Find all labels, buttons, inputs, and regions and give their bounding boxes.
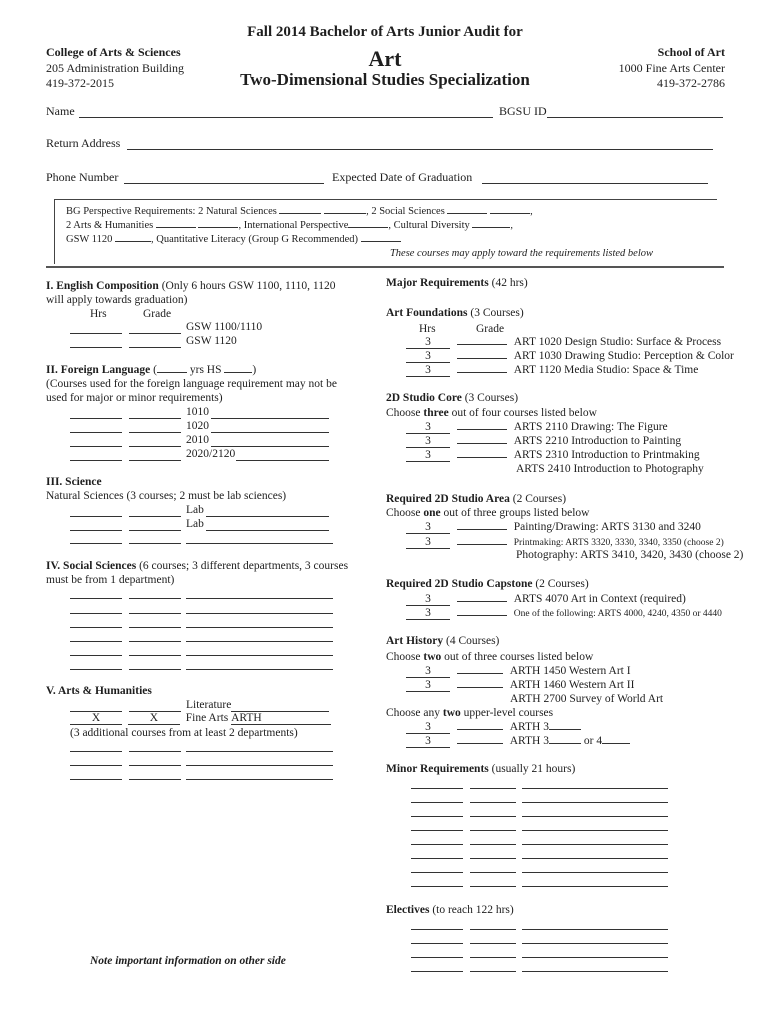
- core-hrs-3[interactable]: 3: [406, 449, 450, 462]
- foundations-row-3: [406, 364, 698, 377]
- elective-grade-3[interactable]: [470, 957, 516, 958]
- history-upper-hrs-1[interactable]: 3: [406, 721, 450, 734]
- elective-hrs-2[interactable]: [411, 943, 463, 944]
- graduation-field[interactable]: [482, 183, 708, 184]
- history-heading-line: [386, 635, 499, 647]
- social-grade-4[interactable]: [129, 641, 181, 642]
- capstone-course-2: One of the following: ARTS 4000, 4240, 4350 or 4440: [513, 609, 722, 619]
- hs-paren-open: (: [153, 364, 157, 376]
- language-hrs-1[interactable]: [70, 418, 122, 419]
- arts-hum-blank-1[interactable]: [156, 226, 196, 228]
- minor-course-7[interactable]: [522, 872, 668, 873]
- social-hrs-2[interactable]: [70, 613, 122, 614]
- english-hrs-header: Hrs: [90, 308, 107, 320]
- minor-grade-5[interactable]: [470, 844, 516, 845]
- social-hrs-5[interactable]: [70, 655, 122, 656]
- language-grade-4[interactable]: [129, 460, 181, 461]
- area-grade-2[interactable]: [457, 543, 507, 545]
- history-choose-b: two: [423, 651, 442, 663]
- minor-hrs-2[interactable]: [411, 802, 463, 803]
- foundations-heading: Art Foundations: [386, 307, 468, 319]
- major-heading: Major Requirements: [386, 277, 489, 289]
- minor-hrs-8[interactable]: [411, 886, 463, 887]
- fine-arts-field[interactable]: ARTH: [231, 712, 331, 725]
- area-choose-a: Choose: [386, 507, 424, 519]
- english-grade-2[interactable]: [129, 347, 181, 348]
- english-course-2: GSW 1120: [186, 335, 237, 347]
- language-name-4[interactable]: [236, 460, 329, 461]
- language-course-4: 2020/2120: [186, 448, 236, 460]
- core-heading: 2D Studio Core: [386, 392, 462, 404]
- bgsu-id-field[interactable]: [547, 117, 723, 118]
- foundations-course-3: ART 1120 Media Studio: Space & Time: [513, 364, 699, 376]
- major-title: Art: [368, 46, 402, 71]
- english-note-1: (Only 6 hours GSW 1100, 1110, 1120: [161, 280, 336, 292]
- foundations-hrs-header: Hrs: [419, 323, 436, 335]
- english-hrs-2[interactable]: [70, 347, 122, 348]
- minor-hrs-7[interactable]: [411, 872, 463, 873]
- college-address: 205 Administration Building: [46, 61, 185, 75]
- capstone-row-1: [406, 593, 686, 606]
- history-upper-hrs-2[interactable]: 3: [406, 735, 450, 748]
- arts-heading: V. Arts & Humanities: [46, 685, 152, 697]
- college-phone: 419-372-2015: [46, 76, 114, 90]
- minor-course-3[interactable]: [522, 816, 668, 817]
- history-upper-course-1: ARTH 3: [509, 721, 549, 733]
- electives-heading: Electives: [386, 904, 430, 916]
- socsci-blank-1[interactable]: [447, 212, 487, 214]
- arts-course-4[interactable]: [186, 765, 333, 766]
- language-name-3[interactable]: [211, 446, 329, 447]
- core-hrs-2[interactable]: 3: [406, 435, 450, 448]
- arts-hum-label: 2 Arts & Humanities: [66, 220, 154, 231]
- foundations-count: (3 Courses): [470, 307, 524, 319]
- minor-grade-4[interactable]: [470, 830, 516, 831]
- foundations-heading-line: [386, 307, 524, 319]
- capstone-grade-2[interactable]: [457, 614, 507, 616]
- language-hrs-2[interactable]: [70, 432, 122, 433]
- natsci-blank-1[interactable]: [279, 212, 321, 214]
- foundations-grade-header: Grade: [476, 323, 505, 335]
- arts-hrs-4[interactable]: [70, 765, 122, 766]
- language-heading-line: [46, 364, 256, 376]
- minor-grade-3[interactable]: [470, 816, 516, 817]
- minor-note: (usually 21 hours): [491, 763, 576, 775]
- social-course-6[interactable]: [186, 669, 333, 670]
- minor-course-5[interactable]: [522, 844, 668, 845]
- history-choose2-c: upper-level courses: [460, 707, 554, 719]
- social-hrs-4[interactable]: [70, 641, 122, 642]
- core-course-3: ARTS 2310 Introduction to Printmaking: [513, 449, 700, 461]
- history-upper-grade-1[interactable]: [457, 728, 503, 730]
- core-choose-c: out of four courses listed below: [448, 407, 597, 419]
- intl-label: , International Perspective: [238, 220, 349, 231]
- minor-course-6[interactable]: [522, 858, 668, 859]
- hs-field[interactable]: [224, 371, 252, 373]
- phone-field[interactable]: [124, 183, 324, 184]
- elective-grade-2[interactable]: [470, 943, 516, 944]
- english-heading: I. English Composition: [46, 280, 159, 292]
- language-note-1: (Courses used for the foreign language requirement may not be: [46, 378, 337, 390]
- history-extra: ARTH 2700 Survey of World Art: [510, 693, 664, 705]
- major-heading-line: [386, 277, 528, 289]
- diversity-blank[interactable]: [472, 226, 510, 228]
- elective-hrs-4[interactable]: [411, 971, 463, 972]
- arts-hrs-5[interactable]: [70, 779, 122, 780]
- social-hrs-3[interactable]: [70, 627, 122, 628]
- capstone-heading: Required 2D Studio Capstone: [386, 578, 533, 590]
- core-count: (3 Courses): [464, 392, 519, 404]
- arts-hrs-3[interactable]: [70, 751, 122, 752]
- section-divider: [46, 266, 724, 268]
- language-grade-1[interactable]: [129, 418, 181, 419]
- social-course-2[interactable]: [186, 613, 333, 614]
- fine-arts-label: Fine Arts: [185, 712, 229, 724]
- core-row-2: [406, 435, 681, 448]
- social-grade-6[interactable]: [129, 669, 181, 670]
- graduation-label: Expected Date of Graduation: [332, 170, 473, 184]
- arts-grade-5[interactable]: [129, 779, 181, 780]
- foundations-course-2: ART 1030 Drawing Studio: Perception & Color: [513, 350, 734, 362]
- social-grade-5[interactable]: [129, 655, 181, 656]
- gsw-blank[interactable]: [115, 240, 151, 242]
- social-course-3[interactable]: [186, 627, 333, 628]
- english-note-2: will apply towards graduation): [46, 294, 188, 306]
- language-grade-2[interactable]: [129, 432, 181, 433]
- area-count: (2 Courses): [512, 493, 567, 505]
- elective-course-3[interactable]: [522, 957, 668, 958]
- minor-hrs-6[interactable]: [411, 858, 463, 859]
- social-course-4[interactable]: [186, 641, 333, 642]
- name-field[interactable]: [79, 117, 493, 118]
- history-instruction-2: [386, 707, 553, 719]
- arts-course-5[interactable]: [186, 779, 333, 780]
- core-course-2: ARTS 2210 Introduction to Painting: [513, 435, 682, 447]
- arts-literature-label: Literature: [186, 699, 232, 711]
- area-row-1: [406, 521, 701, 534]
- minor-hrs-5[interactable]: [411, 844, 463, 845]
- bg-line-2: 2 Arts & Humanities , International Perspective , Cultural Diversity ,: [66, 220, 514, 231]
- school-address: 1000 Fine Arts Center: [618, 61, 725, 75]
- language-course-1: 1010: [186, 406, 209, 418]
- area-choose-b: one: [423, 507, 441, 519]
- science-hrs-2[interactable]: [70, 530, 122, 531]
- language-hrs-3[interactable]: [70, 446, 122, 447]
- area-grade-1[interactable]: [457, 528, 507, 530]
- footer-note: Note important information on other side: [90, 955, 286, 967]
- intl-blank[interactable]: [348, 226, 388, 228]
- science-lab-2: Lab: [186, 518, 204, 530]
- science-grade-3[interactable]: [129, 543, 181, 544]
- core-choose-b: three: [423, 407, 449, 419]
- capstone-hrs-2[interactable]: 3: [406, 607, 450, 620]
- school-name: School of Art: [657, 45, 725, 59]
- phone-label: Phone Number: [46, 170, 119, 184]
- gsw-label: GSW 1120: [66, 234, 113, 245]
- core-row-3: [406, 449, 700, 462]
- social-hrs-1[interactable]: [70, 598, 122, 599]
- core-grade-3[interactable]: [457, 456, 507, 458]
- social-heading: IV. Social Sciences: [46, 560, 137, 572]
- arts-course-3[interactable]: [186, 751, 333, 752]
- arts-grade-4[interactable]: [129, 765, 181, 766]
- capstone-count: (2 Courses): [535, 578, 589, 590]
- major-hours: (42 hrs): [491, 277, 528, 289]
- history-hrs-1[interactable]: 3: [406, 665, 450, 678]
- social-note-1: (6 courses; 3 different departments, 3 courses: [139, 560, 349, 572]
- science-course-2[interactable]: [206, 530, 329, 531]
- history-heading: Art History: [386, 635, 444, 647]
- core-choose-a: Choose: [386, 407, 424, 419]
- language-name-2[interactable]: [211, 432, 329, 433]
- social-grade-3[interactable]: [129, 627, 181, 628]
- minor-course-8[interactable]: [522, 886, 668, 887]
- minor-course-1[interactable]: [522, 788, 668, 789]
- minor-grade-7[interactable]: [470, 872, 516, 873]
- english-grade-1[interactable]: [129, 333, 181, 334]
- science-note: Natural Sciences (3 courses; 2 must be lab sciences): [46, 490, 287, 502]
- history-course-1: ARTH 1450 Western Art I: [509, 665, 631, 677]
- minor-hrs-3[interactable]: [411, 816, 463, 817]
- college-name: College of Arts & Sciences: [46, 45, 181, 59]
- area-heading: Required 2D Studio Area: [386, 493, 510, 505]
- elective-grade-4[interactable]: [470, 971, 516, 972]
- minor-course-2[interactable]: [522, 802, 668, 803]
- capstone-course-1: ARTS 4070 Art in Context (required): [513, 593, 686, 605]
- english-grade-header: Grade: [143, 308, 172, 320]
- foundations-hrs-3[interactable]: 3: [406, 364, 450, 377]
- bgsu-id-label: BGSU ID: [499, 104, 547, 118]
- capstone-grade-1[interactable]: [457, 600, 507, 602]
- history-grade-2[interactable]: [457, 686, 503, 688]
- language-course-3: 2010: [186, 434, 209, 446]
- core-row-1: [406, 421, 668, 434]
- area-course-2: Printmaking: ARTS 3320, 3330, 3340, 3350 (choose 2): [513, 538, 724, 548]
- area-heading-line: [386, 493, 566, 505]
- area-hrs-1[interactable]: 3: [406, 521, 450, 534]
- social-hrs-6[interactable]: [70, 669, 122, 670]
- history-upper-number-2[interactable]: [549, 742, 581, 744]
- history-upper-number-1[interactable]: [549, 728, 581, 730]
- capstone-row-2: [406, 607, 722, 620]
- electives-note: (to reach 122 hrs): [432, 904, 514, 916]
- core-extra: ARTS 2410 Introduction to Photography: [516, 463, 704, 475]
- foundations-grade-3[interactable]: [457, 371, 507, 373]
- hs-years-field[interactable]: [157, 371, 187, 373]
- area-course-1: Painting/Drawing: ARTS 3130 and 3240: [513, 521, 701, 533]
- core-hrs-1[interactable]: 3: [406, 421, 450, 434]
- arts-note: (3 additional courses from at least 2 departments): [70, 727, 298, 739]
- history-count: (4 Courses): [446, 635, 500, 647]
- language-hrs-4[interactable]: [70, 460, 122, 461]
- hs-label: yrs HS: [189, 364, 222, 376]
- school-phone: 419-372-2786: [657, 76, 725, 90]
- elective-hrs-1[interactable]: [411, 929, 463, 930]
- return-address-label: Return Address: [46, 136, 121, 150]
- minor-hrs-4[interactable]: [411, 830, 463, 831]
- english-course-1: GSW 1100/1110: [186, 321, 263, 333]
- history-row-2: [406, 679, 634, 692]
- electives-heading-line: [386, 904, 514, 916]
- arts-hrs-2[interactable]: X: [70, 712, 122, 725]
- area-row-2: [406, 536, 724, 549]
- capstone-hrs-1[interactable]: 3: [406, 593, 450, 606]
- history-upper-grade-2[interactable]: [457, 742, 503, 744]
- history-hrs-2[interactable]: 3: [406, 679, 450, 692]
- history-upper-row-1: [406, 721, 581, 734]
- history-course-2: ARTH 1460 Western Art II: [509, 679, 635, 691]
- hs-paren-close: ): [252, 364, 257, 376]
- socsci-label: , 2 Social Sciences: [366, 206, 445, 217]
- foundations-row-1: [406, 336, 721, 349]
- history-upper-row-2: [406, 735, 630, 748]
- history-instruction: [386, 651, 593, 663]
- language-note-2: used for major or minor requirements): [46, 392, 223, 404]
- minor-grade-2[interactable]: [470, 802, 516, 803]
- minor-hrs-1[interactable]: [411, 788, 463, 789]
- social-course-5[interactable]: [186, 655, 333, 656]
- history-upper-number-3[interactable]: [602, 742, 630, 744]
- capstone-heading-line: [386, 578, 589, 590]
- language-name-1[interactable]: [211, 418, 329, 419]
- science-grade-1[interactable]: [129, 516, 181, 517]
- name-label: Name: [46, 104, 75, 118]
- social-note-2: must be from 1 department): [46, 574, 175, 586]
- english-hrs-1[interactable]: [70, 333, 122, 334]
- area-hrs-2[interactable]: 3: [406, 536, 450, 549]
- elective-grade-1[interactable]: [470, 929, 516, 930]
- arts-grade-2[interactable]: X: [128, 712, 180, 725]
- history-upper-course-2: ARTH 3: [509, 735, 549, 747]
- science-course-1[interactable]: [206, 516, 329, 517]
- minor-grade-6[interactable]: [470, 858, 516, 859]
- science-heading: III. Science: [46, 476, 102, 488]
- minor-heading: Minor Requirements: [386, 763, 489, 775]
- history-choose2-a: Choose any: [386, 707, 443, 719]
- foundations-grade-1[interactable]: [457, 343, 507, 345]
- core-heading-line: [386, 392, 518, 404]
- minor-grade-8[interactable]: [470, 886, 516, 887]
- foundations-grade-2[interactable]: [457, 357, 507, 359]
- arts-grade-3[interactable]: [129, 751, 181, 752]
- science-hrs-3[interactable]: [70, 543, 122, 544]
- minor-grade-1[interactable]: [470, 788, 516, 789]
- core-grade-2[interactable]: [457, 442, 507, 444]
- foundations-hrs-2[interactable]: 3: [406, 350, 450, 363]
- history-choose-a: Choose: [386, 651, 424, 663]
- area-instruction: [386, 507, 589, 519]
- history-upper-or: or 4: [583, 735, 603, 747]
- social-course-1[interactable]: [186, 598, 333, 599]
- english-heading-line: [46, 280, 335, 292]
- bg-req-label: BG Perspective Requirements: 2 Natural Sciences: [66, 206, 277, 217]
- foundations-course-1: ART 1020 Design Studio: Surface & Process: [513, 336, 722, 348]
- elective-course-4[interactable]: [522, 971, 668, 972]
- bg-line-3: [66, 234, 401, 245]
- return-address-field[interactable]: [127, 149, 713, 150]
- core-grade-1[interactable]: [457, 428, 507, 430]
- minor-course-4[interactable]: [522, 830, 668, 831]
- diversity-label: , Cultural Diversity: [388, 220, 470, 231]
- form-title: Fall 2014 Bachelor of Arts Junior Audit for: [247, 24, 523, 40]
- social-grade-2[interactable]: [129, 613, 181, 614]
- area-extra: Photography: ARTS 3410, 3420, 3430 (choose 2): [516, 549, 744, 561]
- language-course-2: 1020: [186, 420, 209, 432]
- foundations-hrs-1[interactable]: 3: [406, 336, 450, 349]
- specialization-title: Two-Dimensional Studies Specialization: [240, 70, 530, 89]
- history-grade-1[interactable]: [457, 672, 503, 674]
- socsci-blank-2[interactable]: [490, 212, 530, 214]
- minor-heading-line: [386, 763, 575, 775]
- language-heading: II. Foreign Language: [46, 364, 151, 376]
- social-grade-1[interactable]: [129, 598, 181, 599]
- social-heading-line: [46, 560, 348, 572]
- history-row-1: [406, 665, 631, 678]
- bg-note: These courses may apply toward the requirements listed below: [389, 248, 653, 259]
- arts-row-2: [70, 712, 331, 725]
- foundations-row-2: [406, 350, 734, 363]
- science-lab-1: Lab: [186, 504, 204, 516]
- science-grade-2[interactable]: [129, 530, 181, 531]
- history-choose2-b: two: [442, 707, 461, 719]
- science-course-3[interactable]: [186, 543, 333, 544]
- arts-hum-blank-2[interactable]: [198, 226, 238, 228]
- elective-course-2[interactable]: [522, 943, 668, 944]
- core-instruction: [386, 407, 597, 419]
- history-choose-c: out of three courses listed below: [441, 651, 594, 663]
- elective-course-1[interactable]: [522, 929, 668, 930]
- core-course-1: ARTS 2110 Drawing: The Figure: [513, 421, 668, 433]
- language-grade-3[interactable]: [129, 446, 181, 447]
- elective-hrs-3[interactable]: [411, 957, 463, 958]
- area-choose-c: out of three groups listed below: [440, 507, 590, 519]
- quant-blank[interactable]: [361, 240, 401, 242]
- natsci-blank-2[interactable]: [324, 212, 366, 214]
- quant-label: , Quantitative Literacy (Group G Recommended): [151, 234, 359, 245]
- science-hrs-1[interactable]: [70, 516, 122, 517]
- bg-line-1: BG Perspective Requirements: 2 Natural Sciences , 2 Social Sciences ,: [66, 206, 533, 217]
